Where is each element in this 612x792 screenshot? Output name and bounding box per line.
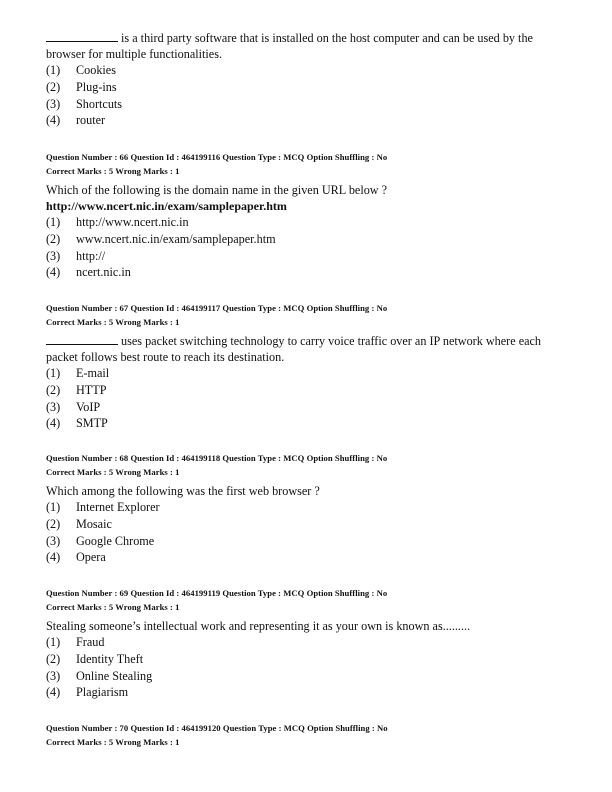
option-text: Plug-ins xyxy=(76,79,117,94)
option-text: http://www.ncert.nic.in xyxy=(76,215,189,229)
option-number: (4) xyxy=(46,265,61,280)
option-number: (4) xyxy=(46,113,61,128)
option-number: (1) xyxy=(46,215,61,229)
question-text: Which among the following was the first web browser ? xyxy=(46,484,320,498)
option-2 xyxy=(46,382,578,399)
question-70 xyxy=(46,721,578,749)
option-text: Cookies xyxy=(76,63,116,77)
marks-meta: Correct Marks : 5 Wrong Marks : 1 xyxy=(46,602,180,612)
option-number: (3) xyxy=(46,399,61,414)
option-3 xyxy=(46,96,578,113)
question-text: Stealing someone’s intellectual work and representing it as your own is known as......... xyxy=(46,619,471,633)
option-text: VoIP xyxy=(76,399,101,414)
option-2 xyxy=(46,79,578,96)
question-url: http://www.ncert.nic.in/exam/samplepaper.htm xyxy=(46,199,287,213)
option-number: (1) xyxy=(46,63,61,77)
question-65 xyxy=(46,30,578,129)
option-4 xyxy=(46,549,578,566)
option-text: Mosaic xyxy=(76,516,112,531)
marks-meta: Correct Marks : 5 Wrong Marks : 1 xyxy=(46,317,180,327)
question-68 xyxy=(46,451,578,566)
option-1 xyxy=(46,634,578,651)
question-line: browser for multiple functionalities. xyxy=(46,47,222,61)
option-number: (3) xyxy=(46,248,61,263)
option-text: E-mail xyxy=(76,366,110,380)
option-1 xyxy=(46,499,578,516)
option-text: router xyxy=(76,113,106,128)
option-3 xyxy=(46,248,578,265)
options-list xyxy=(46,634,578,701)
question-meta: Question Number : 68 Question Id : 464199118 Question Type : MCQ Option Shuffling : No xyxy=(46,453,388,463)
question-69 xyxy=(46,586,578,701)
option-number: (2) xyxy=(46,382,61,397)
option-2 xyxy=(46,651,578,668)
option-number: (3) xyxy=(46,668,61,683)
option-text: http:// xyxy=(76,248,106,263)
options-list xyxy=(46,214,578,281)
option-4 xyxy=(46,415,578,432)
option-number: (2) xyxy=(46,231,61,246)
option-4 xyxy=(46,264,578,281)
option-number: (2) xyxy=(46,651,61,666)
option-3 xyxy=(46,668,578,685)
question-67 xyxy=(46,301,578,432)
question-meta: Question Number : 67 Question Id : 464199117 Question Type : MCQ Option Shuffling : No xyxy=(46,303,388,313)
question-line: is a third party software that is installed on the host computer and can be used by the xyxy=(121,31,533,45)
option-number: (4) xyxy=(46,416,61,431)
question-text: Which of the following is the domain name in the given URL below ? xyxy=(46,183,388,197)
question-text xyxy=(46,333,578,365)
option-4 xyxy=(46,112,578,129)
option-text: Identity Theft xyxy=(76,651,144,666)
fill-blank xyxy=(46,30,118,42)
option-text: SMTP xyxy=(76,416,108,431)
option-1 xyxy=(46,214,578,231)
question-meta: Question Number : 70 Question Id : 464199120 Question Type : MCQ Option Shuffling : No xyxy=(46,723,388,733)
options-list xyxy=(46,62,578,129)
option-text: www.ncert.nic.in/exam/samplepaper.htm xyxy=(76,231,276,246)
marks-meta: Correct Marks : 5 Wrong Marks : 1 xyxy=(46,467,180,477)
options-list xyxy=(46,499,578,566)
option-text: Shortcuts xyxy=(76,96,123,111)
question-text xyxy=(46,30,578,62)
option-number: (4) xyxy=(46,550,61,565)
question-meta: Question Number : 66 Question Id : 464199116 Question Type : MCQ Option Shuffling : No xyxy=(46,152,388,162)
option-text: Fraud xyxy=(76,635,105,649)
option-number: (3) xyxy=(46,96,61,111)
option-1 xyxy=(46,62,578,79)
option-number: (4) xyxy=(46,685,61,700)
option-number: (1) xyxy=(46,366,61,380)
option-text: Google Chrome xyxy=(76,533,155,548)
option-number: (1) xyxy=(46,635,61,649)
marks-meta: Correct Marks : 5 Wrong Marks : 1 xyxy=(46,166,180,176)
option-number: (1) xyxy=(46,500,61,514)
option-text: Plagiarism xyxy=(76,685,129,700)
option-text: Internet Explorer xyxy=(76,500,160,514)
option-3 xyxy=(46,533,578,550)
option-4 xyxy=(46,684,578,701)
marks-meta: Correct Marks : 5 Wrong Marks : 1 xyxy=(46,737,180,747)
option-text: ncert.nic.in xyxy=(76,265,131,280)
option-1 xyxy=(46,365,578,382)
option-2 xyxy=(46,231,578,248)
option-number: (3) xyxy=(46,533,61,548)
option-number: (2) xyxy=(46,516,61,531)
options-list xyxy=(46,365,578,432)
question-meta: Question Number : 69 Question Id : 464199119 Question Type : MCQ Option Shuffling : No xyxy=(46,588,388,598)
option-2 xyxy=(46,516,578,533)
question-66 xyxy=(46,150,578,281)
question-line: uses packet switching technology to carry voice traffic over an IP network where each xyxy=(121,334,542,348)
option-text: HTTP xyxy=(76,382,107,397)
option-number: (2) xyxy=(46,79,61,94)
option-text: Online Stealing xyxy=(76,668,153,683)
option-3 xyxy=(46,399,578,416)
option-text: Opera xyxy=(76,550,106,565)
fill-blank xyxy=(46,333,118,345)
question-line: packet follows best route to reach its destination. xyxy=(46,350,285,364)
